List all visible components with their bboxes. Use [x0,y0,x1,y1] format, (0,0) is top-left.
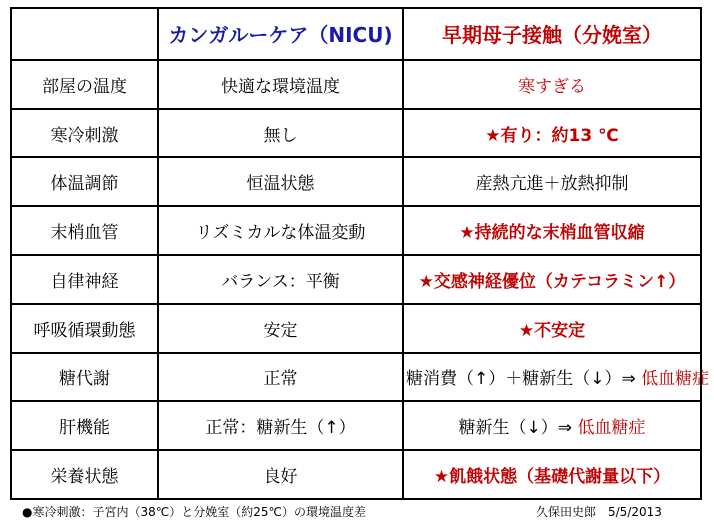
footer-author: 久保田史郎 5/5/2013 [536,505,662,519]
header-early-contact: 早期母子接触（分娩室） [403,8,701,60]
row-label: 寒冷刺激 [11,109,158,158]
early-cell [403,401,701,450]
header-blank-cell [11,8,158,60]
header-kangaroo-care: カンガルーケア（NICU) [158,8,403,60]
table-row [11,157,701,206]
early-cell: ★交感神経優位（カテコラミン↑） [403,255,701,304]
early-cell: ★不安定 [403,304,701,353]
table-row [11,401,701,450]
table-row [11,109,701,158]
early-cell: ★持続的な末梢血管収縮 [403,206,701,255]
early-cell-text: 糖新生（↓）⇒ [458,418,578,439]
row-label: 末梢血管 [11,206,158,255]
kangaroo-cell: 恒温状態 [158,157,403,206]
table-row [11,60,701,109]
kangaroo-cell: 安定 [158,304,403,353]
hypoglycemia-label: 低血糖症 [577,418,646,439]
table-row [11,255,701,304]
kangaroo-cell: 正常：糖新生（↑） [158,401,403,450]
kangaroo-cell: リズミカルな体温変動 [158,206,403,255]
early-cell: ★有り：約13 ℃ [403,109,701,158]
row-label: 肝機能 [11,401,158,450]
header-row [11,8,701,60]
kangaroo-cell: 良好 [158,450,403,499]
kangaroo-cell: バランス：平衡 [158,255,403,304]
table-row [11,450,701,499]
early-cell [403,353,710,402]
comparison-table [10,7,710,500]
table-row [11,353,701,402]
footer-note: ●寒冷刺激：子宮内（38℃）と分娩室（約25℃）の環境温度差 [22,505,366,519]
table-row [11,304,701,353]
row-label: 部屋の温度 [11,60,158,109]
early-cell: 産熱亢進＋放熱抑制 [403,157,701,206]
table-row [11,206,701,255]
row-label: 体温調節 [11,157,158,206]
row-label: 糖代謝 [11,353,158,402]
early-cell-text: 糖消費（↑）＋糖新生（↓）⇒ [406,369,642,390]
early-cell: 寒すぎる [403,60,701,109]
hypoglycemia-label: 低血糖症 [641,369,710,390]
kangaroo-cell: 無し [158,109,403,158]
kangaroo-cell: 正常 [158,353,403,402]
kangaroo-cell: 快適な環境温度 [158,60,403,109]
row-label: 栄養状態 [11,450,158,499]
row-label: 自律神経 [11,255,158,304]
row-label: 呼吸循環動態 [11,304,158,353]
early-cell: ★飢餓状態（基礎代謝量以下） [403,450,701,499]
